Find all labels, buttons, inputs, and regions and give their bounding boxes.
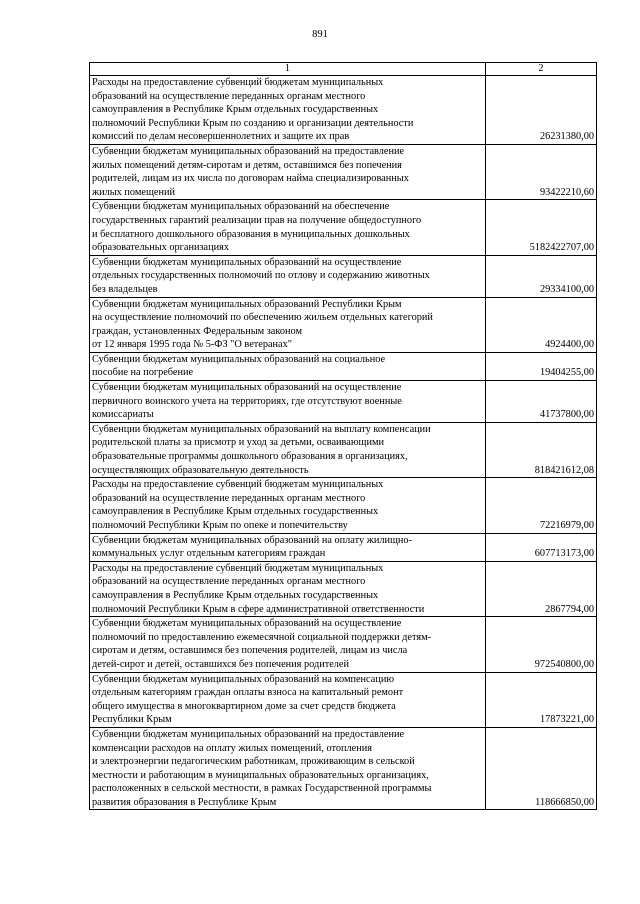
row-amount: 29334100,00 xyxy=(486,255,597,297)
row-description: Субвенции бюджетам муниципальных образований на осуществление первичного воинского учета на территориях, где отсутствуют военные комиссариаты xyxy=(90,381,486,423)
row-description: Субвенции бюджетам муниципальных образований на обеспечение государственных гарантий реализации прав на получение общедоступного и бесплатного дошкольного образования в муниципальных дошкольных образовательных организациях xyxy=(90,200,486,255)
row-amount: 72216979,00 xyxy=(486,478,597,533)
row-description: Субвенции бюджетам муниципальных образований на осуществление полномочий по предоставлению ежемесячной социальной поддержки детям- сиротам и детям, оставшимся без попечения родителей, лицам из числа детей-сирот и детей, оставшихся без попечения родителей xyxy=(90,617,486,672)
table-row xyxy=(90,617,597,672)
row-amount: 41737800,00 xyxy=(486,381,597,423)
row-amount: 118666850,00 xyxy=(486,727,597,810)
table-row xyxy=(90,144,597,199)
row-description: Субвенции бюджетам муниципальных образований на осуществление отдельных государственных полномочий по отлову и содержанию животных без владельцев xyxy=(90,255,486,297)
row-amount: 972540800,00 xyxy=(486,617,597,672)
row-description: Субвенции бюджетам муниципальных образований на оплату жилищно- коммунальных услуг отдельным категориям граждан xyxy=(90,533,486,561)
table-row xyxy=(90,561,597,616)
row-amount: 93422210,60 xyxy=(486,144,597,199)
row-amount: 5182422707,00 xyxy=(486,200,597,255)
row-description: Субвенции бюджетам муниципальных образований на социальное пособие на погребение xyxy=(90,352,486,380)
page-number: 891 xyxy=(312,29,328,40)
table-row xyxy=(90,297,597,352)
table-row xyxy=(90,672,597,727)
column-header-amount: 2 xyxy=(486,63,597,76)
column-header-description: 1 xyxy=(90,63,486,76)
row-amount: 26231380,00 xyxy=(486,76,597,145)
table-row xyxy=(90,533,597,561)
table-row xyxy=(90,255,597,297)
row-amount: 4924400,00 xyxy=(486,297,597,352)
table-row xyxy=(90,76,597,145)
table-row xyxy=(90,478,597,533)
table-row xyxy=(90,352,597,380)
row-description: Субвенции бюджетам муниципальных образований на компенсацию отдельным категориям граждан оплаты взноса на капитальный ремонт общего имущества в многоквартирном доме за счет средств бюджета Республики Крым xyxy=(90,672,486,727)
row-description: Расходы на предоставление субвенций бюджетам муниципальных образований на осуществление переданных органам местного самоуправления в Республике Крым отдельных государственных полномочий Республики Крым в сфере административной ответственности xyxy=(90,561,486,616)
budget-table xyxy=(89,62,597,810)
header-row xyxy=(90,63,597,76)
row-amount: 17873221,00 xyxy=(486,672,597,727)
table-row xyxy=(90,381,597,423)
table-row xyxy=(90,727,597,810)
row-amount: 19404255,00 xyxy=(486,352,597,380)
row-description: Субвенции бюджетам муниципальных образований на предоставление компенсации расходов на оплату жилых помещений, отопления и электроэнергии педагогическим работникам, проживающим в сельской местности и работающим в муниципальных образовательных организациях, расположенных в сельской местности, в рамках Государственной программы развития образования в Республике Крым xyxy=(90,727,486,810)
row-description: Субвенции бюджетам муниципальных образований на выплату компенсации родительской платы за присмотр и уход за детьми, осваивающими образовательные программы дошкольного образования в организациях, осуществляющих образовательную деятельность xyxy=(90,422,486,477)
table-row xyxy=(90,200,597,255)
row-description: Расходы на предоставление субвенций бюджетам муниципальных образований на осуществление переданных органам местного самоуправления в Республике Крым отдельных государственных полномочий Республики Крым по созданию и организации деятельности комиссий по делам несовершеннолетних и защите их прав xyxy=(90,76,486,145)
row-description: Субвенции бюджетам муниципальных образований Республики Крым на осуществление полномочий по обеспечению жильем отдельных категорий граждан, установленных Федеральным законом от 12 января 1995 года № 5-ФЗ "О ветеранах" xyxy=(90,297,486,352)
row-amount: 2867794,00 xyxy=(486,561,597,616)
row-description: Субвенции бюджетам муниципальных образований на предоставление жилых помещений детям-сиротам и детям, оставшимся без попечения родителей, лицам из их числа по договорам найма специализированных жилых помещений xyxy=(90,144,486,199)
row-description: Расходы на предоставление субвенций бюджетам муниципальных образований на осуществление переданных органам местного самоуправления в Республике Крым отдельных государственных полномочий Республики Крым по опеке и попечительству xyxy=(90,478,486,533)
row-amount: 607713173,00 xyxy=(486,533,597,561)
row-amount: 818421612,08 xyxy=(486,422,597,477)
table-row xyxy=(90,422,597,477)
